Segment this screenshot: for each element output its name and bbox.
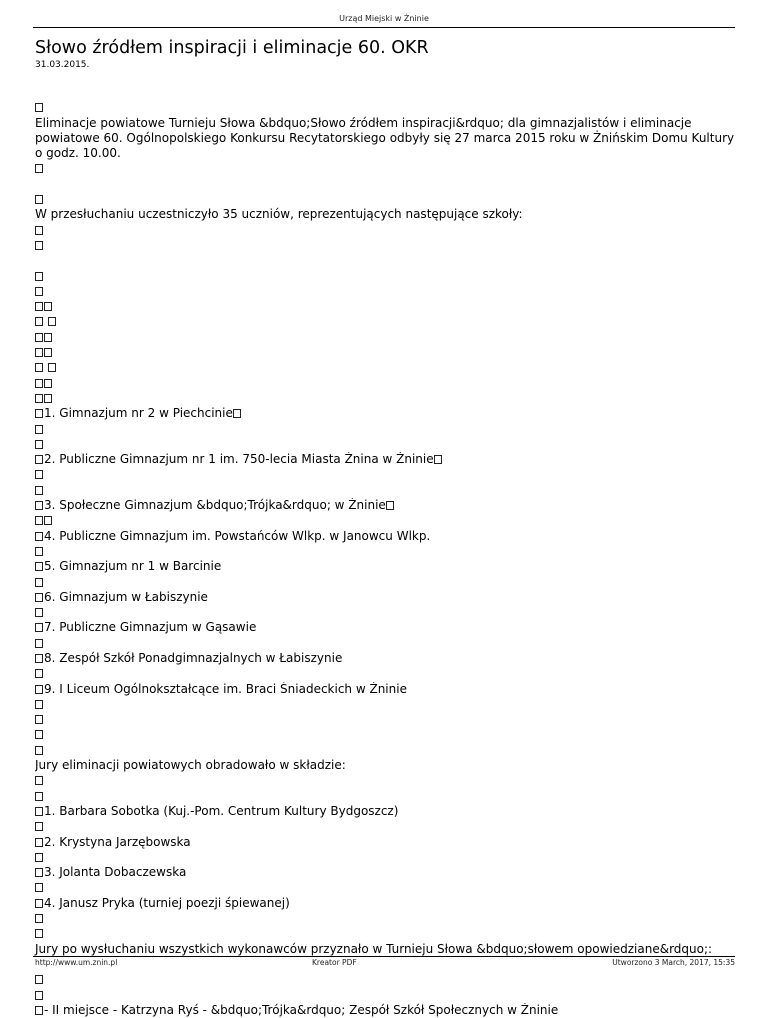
page-header: Urząd Miejski w Żninie [339, 14, 429, 23]
school-item: 7. Publiczne Gimnazjum w Gąsawie [35, 620, 737, 635]
jury-member: 3. Jolanta Dobaczewska [35, 865, 737, 880]
missing-glyph-icon [35, 226, 43, 235]
missing-glyph-icon [35, 164, 43, 173]
jury-member: 2. Krystyna Jarzębowska [35, 835, 737, 850]
missing-glyph-icon [35, 272, 43, 281]
school-item: 4. Publiczne Gimnazjum im. Powstańców Wlkp. w Janowcu Wlkp. [35, 529, 737, 544]
award-item: - II miejsce - Katrzyna Ryś - &bdquo;Trójka&rdquo; Zespół Szkół Społecznych w Żninie [35, 1003, 737, 1018]
school-item: 1. Gimnazjum nr 2 w Piechcinie [35, 406, 737, 421]
missing-glyph-icon [48, 317, 56, 326]
footer-url: http://www.um.znin.pl [35, 958, 118, 967]
footer-created: Utworzono 3 March, 2017, 15:35 [612, 958, 735, 967]
school-item: 2. Publiczne Gimnazjum nr 1 im. 750-lecia Miasta Żnina w Żninie [35, 452, 737, 467]
footer-rule [33, 956, 735, 957]
header-rule [33, 27, 735, 28]
jury-member: 4. Janusz Pryka (turniej poezji śpiewanej) [35, 896, 737, 911]
verdict-text: Jury po wysłuchaniu wszystkich wykonawców przyznało w Turnieju Słowa &bdquo;słowem opowiedziane&rdquo;: [35, 941, 713, 956]
missing-glyph-icon [35, 195, 43, 204]
school-item: 9. I Liceum Ogólnokształcące im. Braci Śniadeckich w Żninie [35, 682, 737, 697]
school-item: 3. Społeczne Gimnazjum &bdquo;Trójka&rdquo; w Żninie [35, 498, 737, 513]
missing-glyph-icon [44, 302, 52, 311]
missing-glyph-icon [35, 103, 43, 112]
participants-text: W przesłuchaniu uczestniczyło 35 uczniów, reprezentujących następujące szkoły: [35, 207, 523, 222]
jury-member: 1. Barbara Sobotka (Kuj.-Pom. Centrum Kultury Bydgoszcz) [35, 804, 737, 819]
article-date: 31.03.2015. [35, 60, 90, 70]
school-item: 6. Gimnazjum w Łabiszynie [35, 590, 737, 605]
school-item: 5. Gimnazjum nr 1 w Barcinie [35, 559, 737, 574]
missing-glyph-icon [35, 287, 43, 296]
missing-glyph-icon [44, 348, 52, 357]
article-title: Słowo źródłem inspiracji i eliminacje 60. OKR [35, 38, 429, 58]
missing-glyph-icon [44, 333, 52, 342]
missing-glyph-icon [44, 394, 52, 403]
missing-glyph-icon [48, 363, 56, 372]
missing-glyph-icon [35, 241, 43, 250]
intro-paragraph: Eliminacje powiatowe Turnieju Słowa &bdquo;Słowo źródłem inspiracji&rdquo; dla gimnazjalistów i eliminacje powiatowe 60. Ogólnopolskiego Konkursu Recytatorskiego odbyły się 27 marca 2015 roku w Żnińskim Domu Kultury o godz. 10.00. [35, 115, 735, 161]
school-item: 8. Zespół Szkół Ponadgimnazjalnych w Łabiszynie [35, 651, 737, 666]
missing-glyph-icon [44, 379, 52, 388]
footer-creator: Kreator PDF [312, 958, 357, 967]
article-body [35, 85, 737, 1018]
jury-heading: Jury eliminacji powiatowych obradowało w składzie: [35, 758, 346, 773]
